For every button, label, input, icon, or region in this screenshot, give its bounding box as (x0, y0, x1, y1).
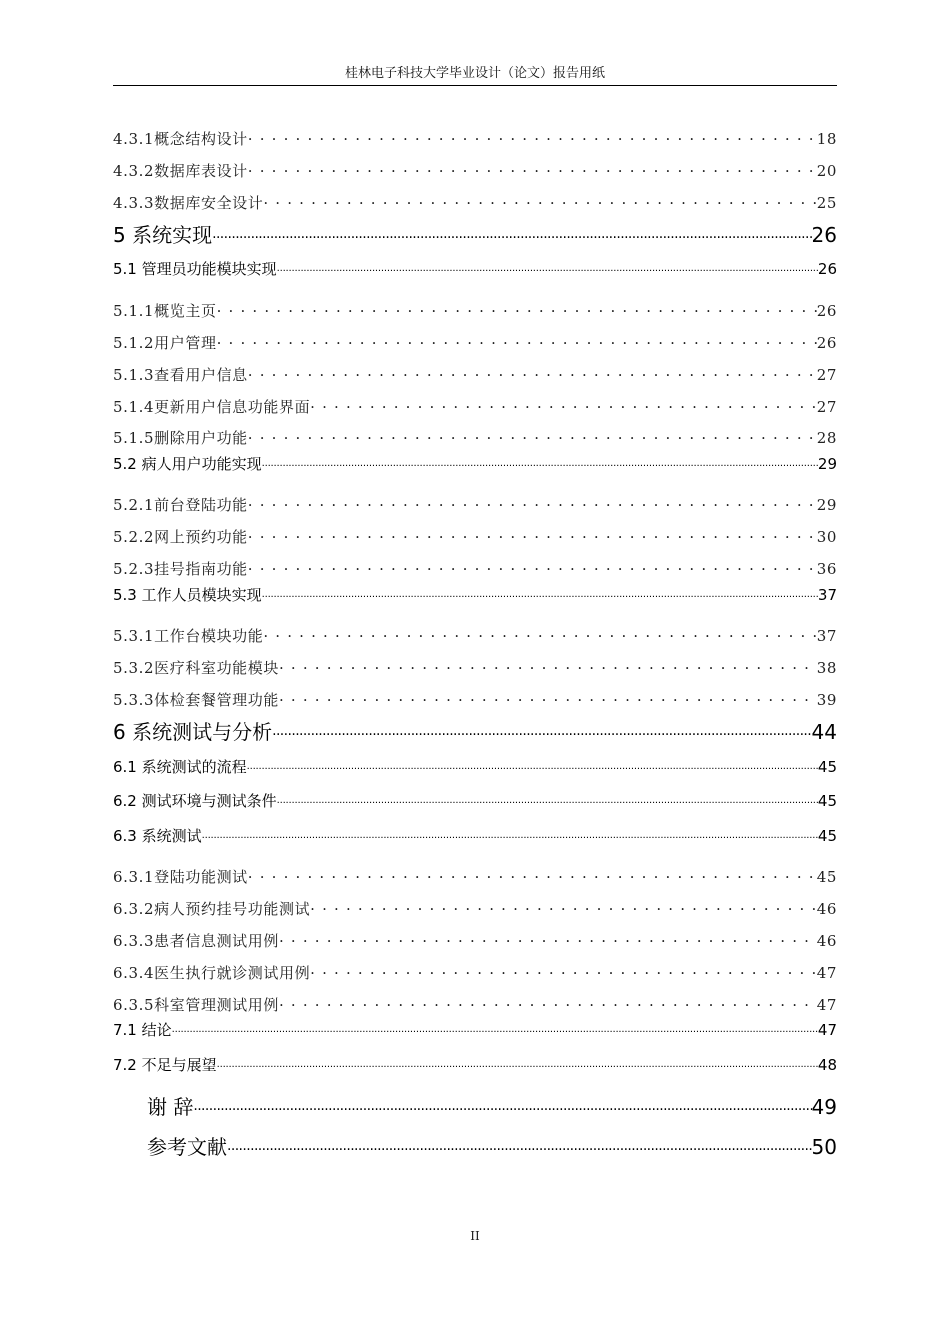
toc-leader-dots (248, 559, 817, 574)
toc-entry[interactable] (113, 866, 837, 888)
toc-entry-page-number: 29 (817, 455, 837, 473)
toc-entry-label: 7.1 结论 (113, 1021, 172, 1039)
toc-leader-dots (217, 333, 817, 348)
footer-page-number: II (470, 1229, 480, 1243)
toc-leader-dots (247, 757, 818, 772)
toc-entry-page-number: 30 (816, 528, 837, 546)
toc-entry-label: 5.1.4更新用户信息功能界面 (113, 398, 311, 416)
toc-entry-label: 6.3.3患者信息测试用例 (113, 932, 279, 950)
toc-leader-dots (310, 397, 817, 412)
toc-entry[interactable] (113, 625, 837, 647)
toc-entry-page-number: 39 (816, 691, 837, 709)
toc-entry-label: 5.2.3挂号指南功能 (113, 560, 248, 578)
toc-leader-dots (248, 867, 817, 882)
toc-entry-page-number: 28 (816, 429, 837, 447)
toc-entry[interactable] (113, 657, 837, 679)
toc-leader-dots (193, 1094, 811, 1114)
toc-entry-page-number: 37 (816, 627, 837, 645)
toc-entry-label: 5.3.3体检套餐管理功能 (113, 691, 279, 709)
toc-entry-page-number: 45 (817, 758, 837, 776)
toc-entry-label: 5.1.3查看用户信息 (113, 366, 248, 384)
toc-entry-page-number: 20 (816, 162, 837, 180)
toc-entry-page-number: 49 (811, 1095, 837, 1119)
toc-entry-label: 5.2.2网上预约功能 (113, 528, 248, 546)
toc-leader-dots (212, 222, 811, 242)
toc-entry-label: 5.3.2医疗科室功能模块 (113, 659, 279, 677)
toc-entry[interactable] (113, 332, 837, 354)
toc-entry[interactable] (113, 128, 837, 150)
toc-leader-dots (202, 826, 818, 841)
toc-entry[interactable] (113, 494, 837, 516)
toc-leader-dots (263, 193, 816, 208)
toc-entry-page-number: 45 (816, 868, 837, 886)
toc-entry-page-number: 45 (817, 827, 837, 845)
toc-leader-dots (262, 454, 818, 469)
toc-entry[interactable] (113, 930, 837, 952)
toc-entry-label: 5.1.1概览主页 (113, 302, 217, 320)
toc-entry[interactable] (147, 1131, 837, 1159)
toc-entry-page-number: 25 (816, 194, 837, 212)
toc-entry-label: 5.1.2用户管理 (113, 334, 217, 352)
toc-entry[interactable] (113, 1019, 837, 1041)
page-header-title: 桂林电子科技大学毕业设计（论文）报告用纸 (344, 66, 605, 81)
toc-leader-dots (248, 161, 817, 176)
toc-entry-page-number: 46 (816, 932, 837, 950)
toc-entry-label: 5.1.5删除用户功能 (113, 429, 248, 447)
toc-entry-label: 5.3.1工作台模块功能 (113, 627, 264, 645)
toc-entry[interactable] (147, 1091, 837, 1119)
toc-entry[interactable] (113, 396, 837, 418)
toc-leader-dots (227, 1134, 812, 1154)
toc-entry-page-number: 26 (811, 223, 837, 247)
toc-entry-page-number: 18 (816, 130, 837, 148)
toc-entry-label: 6.1 系统测试的流程 (113, 758, 247, 776)
toc-leader-dots (277, 791, 818, 806)
toc-entry-label: 5 系统实现 (113, 223, 213, 247)
toc-entry[interactable] (113, 160, 837, 182)
toc-leader-dots (248, 495, 817, 510)
toc-leader-dots (248, 428, 817, 443)
toc-leader-dots (279, 931, 817, 946)
toc-entry-page-number: 36 (816, 560, 837, 578)
toc-entry-page-number: 44 (811, 720, 837, 744)
toc-leader-dots (310, 899, 817, 914)
toc-entry-page-number: 27 (816, 398, 837, 416)
toc-entry-page-number: 26 (816, 334, 837, 352)
toc-leader-dots (279, 658, 817, 673)
toc-leader-dots (310, 963, 817, 978)
toc-entry-page-number: 47 (816, 964, 837, 982)
toc-leader-dots (172, 1020, 818, 1035)
toc-entry-label: 5.2.1前台登陆功能 (113, 496, 248, 514)
toc-leader-dots (272, 719, 811, 739)
toc-entry[interactable] (113, 790, 837, 812)
toc-entry-label: 5.2 病人用户功能实现 (113, 455, 262, 473)
toc-leader-dots (217, 1055, 818, 1070)
toc-leader-dots (217, 301, 817, 316)
toc-entry[interactable] (113, 689, 837, 711)
toc-leader-dots (277, 259, 818, 274)
toc-entry[interactable] (113, 192, 837, 214)
toc-entry-label: 4.3.1概念结构设计 (113, 130, 248, 148)
toc-leader-dots (279, 690, 817, 705)
toc-leader-dots (279, 995, 817, 1010)
toc-entry[interactable] (113, 364, 837, 386)
toc-entry-label: 5.1 管理员功能模块实现 (113, 260, 277, 278)
toc-entry-page-number: 50 (811, 1135, 837, 1159)
toc-leader-dots (248, 527, 817, 542)
toc-entry-page-number: 46 (816, 900, 837, 918)
toc-entry-page-number: 26 (816, 302, 837, 320)
toc-leader-dots (248, 365, 817, 380)
toc-entry-page-number: 47 (816, 996, 837, 1014)
toc-entry-page-number: 27 (816, 366, 837, 384)
toc-entry[interactable] (113, 427, 837, 449)
toc-entry[interactable] (113, 453, 837, 475)
toc-entry[interactable] (113, 898, 837, 920)
toc-entry-page-number: 38 (816, 659, 837, 677)
toc-entry-page-number: 37 (817, 586, 837, 604)
toc-entry-label: 6 系统测试与分析 (113, 720, 273, 744)
toc-entry-label: 5.3 工作人员模块实现 (113, 586, 262, 604)
toc-entry-label: 6.3.5科室管理测试用例 (113, 996, 279, 1014)
toc-entry-page-number: 29 (816, 496, 837, 514)
toc-leader-dots (262, 585, 818, 600)
toc-entry-label: 7.2 不足与展望 (113, 1056, 217, 1074)
toc-entry[interactable] (113, 994, 837, 1016)
toc-entry-label: 6.3.2病人预约挂号功能测试 (113, 900, 311, 918)
toc-entry-label: 谢 辞 (147, 1095, 194, 1119)
toc-entry-label: 6.2 测试环境与测试条件 (113, 792, 277, 810)
toc-leader-dots (263, 626, 816, 641)
toc-entry[interactable] (113, 526, 837, 548)
toc-entry-page-number: 48 (817, 1056, 837, 1074)
toc-entry-label: 6.3.1登陆功能测试 (113, 868, 248, 886)
toc-entry-page-number: 45 (817, 792, 837, 810)
toc-entry-label: 参考文献 (147, 1135, 227, 1159)
toc-entry[interactable] (113, 258, 837, 280)
toc-entry-page-number: 26 (817, 260, 837, 278)
toc-entry[interactable] (113, 1054, 837, 1076)
toc-entry[interactable] (113, 825, 837, 847)
toc-entry-label: 6.3.4医生执行就诊测试用例 (113, 964, 311, 982)
toc-leader-dots (248, 129, 817, 144)
toc-entry[interactable] (113, 300, 837, 322)
toc-entry[interactable] (113, 584, 837, 606)
toc-entry[interactable] (113, 962, 837, 984)
toc-entry[interactable] (113, 219, 837, 247)
toc-entry-label: 4.3.2数据库表设计 (113, 162, 248, 180)
toc-entry-label: 6.3 系统测试 (113, 827, 202, 845)
toc-entry-page-number: 47 (817, 1021, 837, 1039)
toc-entry[interactable] (113, 558, 837, 580)
toc-entry[interactable] (113, 756, 837, 778)
toc-entry-label: 4.3.3数据库安全设计 (113, 194, 264, 212)
toc-entry[interactable] (113, 716, 837, 744)
